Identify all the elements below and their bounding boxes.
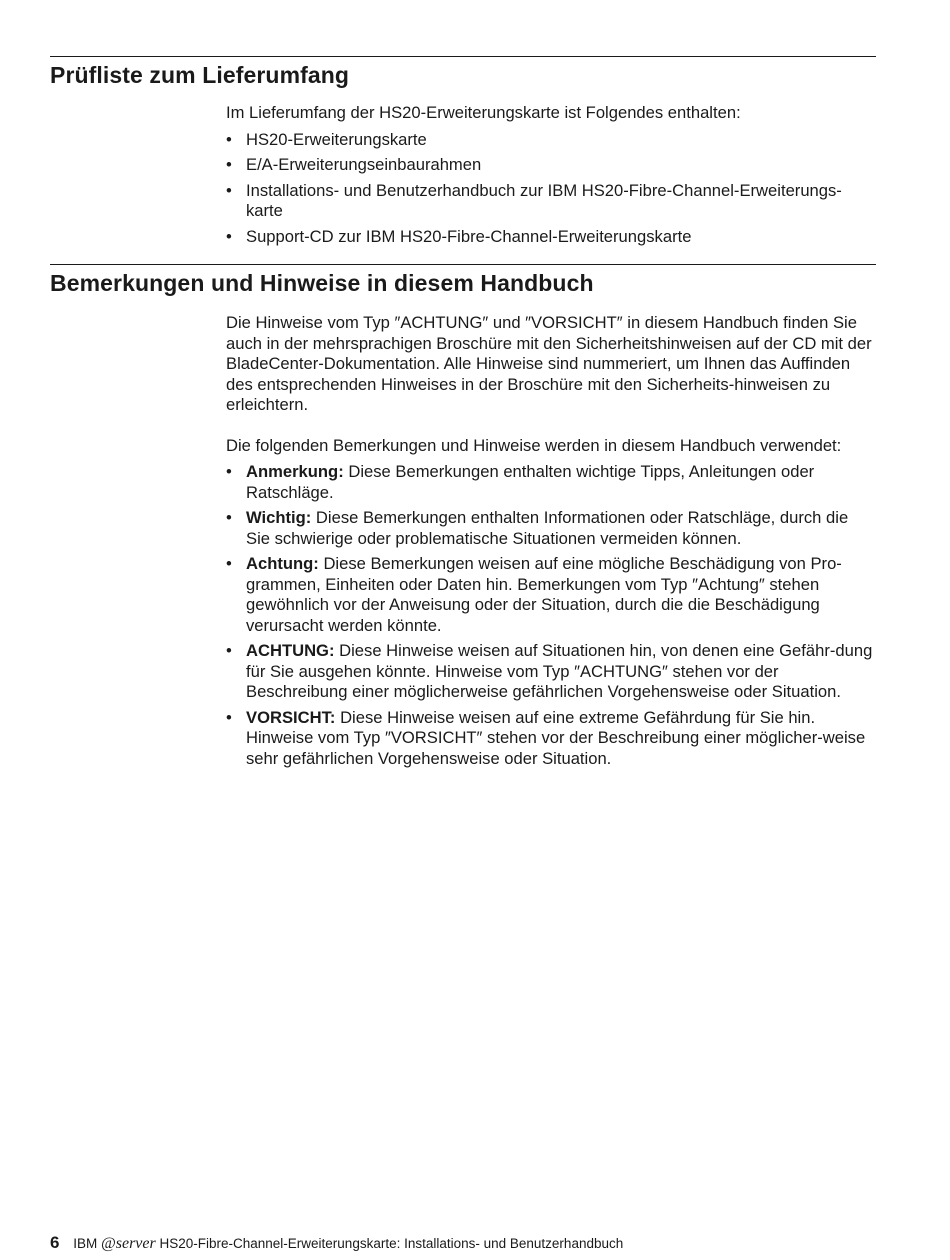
bullet-icon: • [226,707,232,727]
bullet-icon: • [226,155,232,174]
notice-text: Diese Bemerkungen enthalten wichtige Tipps, Anleitungen oder Ratschläge. [246,462,815,502]
notice-term: Wichtig: [246,508,312,527]
list-item [226,554,876,636]
notice-list [226,462,876,769]
list-item [226,462,876,503]
package-list [226,130,876,248]
bullet-icon: • [226,641,232,660]
page-footer [50,1234,623,1253]
notice-term: Anmerkung: [246,462,344,481]
section-body [226,103,876,247]
list-item: • E/A-Erweiterungseinbaurahmen [226,155,482,174]
section-heading: Prüfliste zum Lieferumfang [50,62,350,88]
notice-text: Diese Hinweise weisen auf Situationen hin, von denen eine Gefähr-dung für Sie ausgehen könnte. Hinweise vom Typ ″ACHTUNG″ stehen vor der Beschreibung einer möglicherweise gefährlichen Vorgehensweise oder Situation. [246,641,873,701]
footer-title: HS20-Fibre-Channel-Erweiterungskarte: Installations- und Benutzerhandbuch [159,1236,624,1251]
notice-text: Diese Hinweise weisen auf eine extreme Gefährdung für Sie hin. Hinweise vom Typ ″VORSICHT″ stehen vor der Beschreibung einer möglicher-weise sehr gefährlichen Vorgehensweise oder Situation. [246,707,866,768]
intro-paragraph: Im Lieferumfang der HS20-Erweiterungskarte ist Folgendes enthalten: [226,103,741,122]
list-item: • HS20-Erweiterungskarte [226,129,427,149]
list-item [226,641,876,703]
paragraph: Die folgenden Bemerkungen und Hinweise werden in diesem Handbuch verwendet: [226,435,842,455]
section-rule [50,56,876,57]
section-heading: Bemerkungen und Hinweise in diesem Handbuch [50,270,594,296]
bullet-icon: • [226,180,232,200]
notice-term: VORSICHT: [246,707,336,727]
bullet-icon: • [226,462,232,481]
section-notices [50,264,876,774]
notice-text: Diese Bemerkungen enthalten Informationen oder Ratschläge, durch die Sie schwierige oder problematische Situationen vermeiden können. [246,508,849,548]
section-rule [50,264,876,265]
section-body [226,313,876,769]
footer-brand: IBM [73,1236,98,1251]
bullet-icon: • [226,554,232,573]
list-item [226,508,876,549]
list-item: • Support-CD zur IBM HS20-Fibre-Channel-Erweiterungskarte [226,226,692,246]
notice-term: Achtung: [246,554,319,573]
list-item: • Installations- und Benutzerhandbuch zur IBM HS20-Fibre-Channel-Erweiterungs-karte [226,180,842,220]
bullet-icon: • [226,226,232,246]
paragraph: Die Hinweise vom Typ ″ACHTUNG″ und ″VORSICHT″ in diesem Handbuch finden Sie auch in der mehrsprachigen Broschüre mit den Sicherheitshinweisen auf der CD mit der BladeCenter-Dokumentation. Alle Hinweise sind nummeriert, um Ihnen das Auffinden des entsprechenden Hinweises in der Broschüre mit den Sicherheits-hinweisen zu erleichtern. [226,313,872,414]
list-item [226,708,876,770]
bullet-icon: • [226,508,232,527]
notice-text: Diese Bemerkungen weisen auf eine mögliche Beschädigung von Pro-grammen, Einheiten oder Daten hin. Bemerkungen vom Typ ″Achtung″ stehen gewöhnlich vor der Anweisung oder der Situation, durch die die Beschädigung verursacht werden könnte. [246,554,842,635]
eserver-logo: @server [101,1235,156,1252]
section-package-checklist [50,56,876,252]
bullet-icon: • [226,129,232,149]
page-number: 6 [50,1233,60,1252]
notice-term: ACHTUNG: [246,641,335,660]
